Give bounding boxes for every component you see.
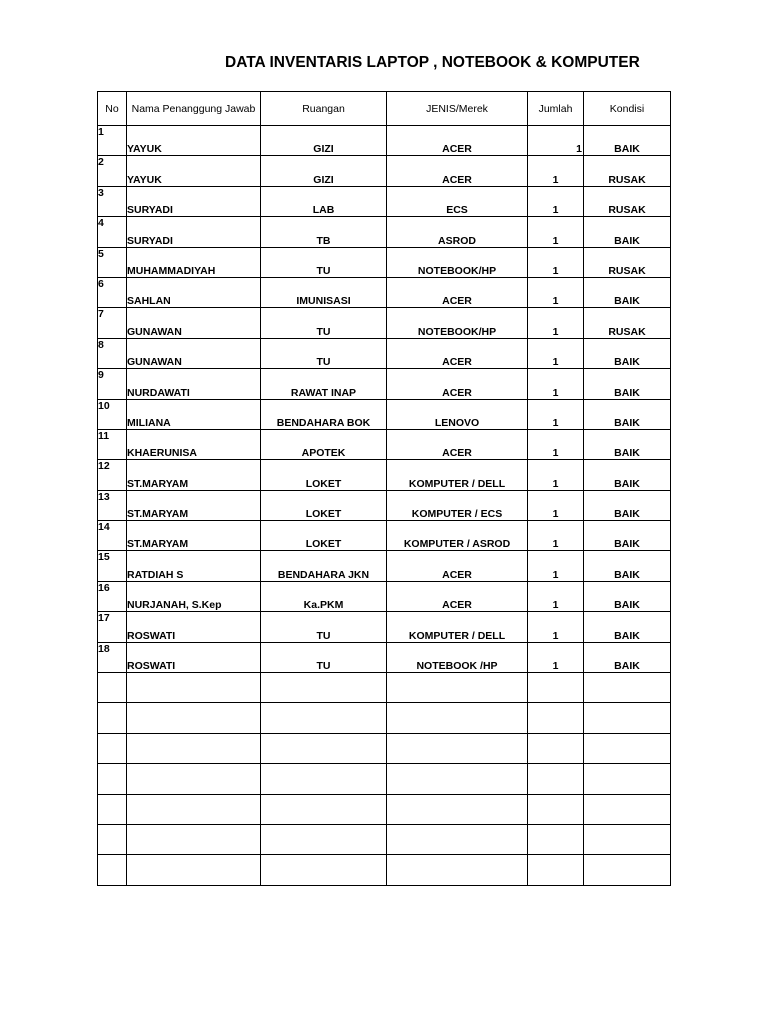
- cell-ruangan: TU: [261, 612, 387, 642]
- cell-jumlah: 1: [528, 156, 584, 186]
- empty-cell: [584, 764, 671, 794]
- cell-no: 2: [98, 156, 127, 186]
- cell-jumlah: 1: [528, 247, 584, 277]
- cell-jumlah: 1: [528, 521, 584, 551]
- table-row: [98, 490, 671, 520]
- cell-ruangan: APOTEK: [261, 429, 387, 459]
- cell-nama: MUHAMMADIYAH: [127, 247, 261, 277]
- cell-ruangan: GIZI: [261, 156, 387, 186]
- empty-cell: [528, 673, 584, 703]
- table-row: [98, 338, 671, 368]
- cell-kondisi: BAIK: [584, 369, 671, 399]
- cell-jenis: KOMPUTER / ASROD: [387, 521, 528, 551]
- cell-jumlah: 1: [528, 612, 584, 642]
- table-header-row: [98, 92, 671, 126]
- cell-nama: NURDAWATI: [127, 369, 261, 399]
- cell-kondisi: RUSAK: [584, 247, 671, 277]
- cell-ruangan: RAWAT INAP: [261, 369, 387, 399]
- cell-no: 12: [98, 460, 127, 490]
- empty-cell: [584, 855, 671, 885]
- table-row: [98, 308, 671, 338]
- cell-nama: KHAERUNISA: [127, 429, 261, 459]
- empty-cell: [387, 703, 528, 733]
- cell-nama: ST.MARYAM: [127, 490, 261, 520]
- cell-ruangan: LAB: [261, 186, 387, 216]
- cell-jenis: ACER: [387, 156, 528, 186]
- cell-ruangan: IMUNISASI: [261, 277, 387, 307]
- cell-nama: RATDIAH S: [127, 551, 261, 581]
- empty-cell: [127, 733, 261, 763]
- cell-no: 4: [98, 217, 127, 247]
- cell-kondisi: BAIK: [584, 429, 671, 459]
- empty-cell: [261, 764, 387, 794]
- empty-cell: [98, 794, 127, 824]
- cell-no: 11: [98, 429, 127, 459]
- empty-cell: [98, 824, 127, 854]
- empty-row: [98, 824, 671, 854]
- cell-jumlah: 1: [528, 338, 584, 368]
- header-nama: Nama Penanggung Jawab: [127, 92, 261, 126]
- table-row: [98, 551, 671, 581]
- cell-ruangan: TU: [261, 642, 387, 672]
- empty-cell: [127, 764, 261, 794]
- cell-jumlah: 1: [528, 551, 584, 581]
- table-row: [98, 642, 671, 672]
- cell-kondisi: BAIK: [584, 217, 671, 247]
- cell-jenis: NOTEBOOK/HP: [387, 308, 528, 338]
- cell-ruangan: LOKET: [261, 521, 387, 551]
- table-row: [98, 247, 671, 277]
- cell-nama: MILIANA: [127, 399, 261, 429]
- empty-cell: [528, 824, 584, 854]
- document-title: DATA INVENTARIS LAPTOP , NOTEBOOK & KOMPUTER: [225, 54, 640, 71]
- empty-cell: [98, 733, 127, 763]
- table-row: [98, 399, 671, 429]
- table-row: [98, 581, 671, 611]
- cell-jumlah: 1: [528, 277, 584, 307]
- cell-jumlah: 1: [528, 217, 584, 247]
- cell-ruangan: TU: [261, 308, 387, 338]
- empty-cell: [528, 703, 584, 733]
- empty-cell: [387, 855, 528, 885]
- empty-cell: [127, 855, 261, 885]
- table-row: [98, 521, 671, 551]
- inventory-table: [97, 91, 671, 886]
- empty-cell: [261, 794, 387, 824]
- cell-nama: YAYUK: [127, 126, 261, 156]
- cell-nama: NURJANAH, S.Kep: [127, 581, 261, 611]
- cell-kondisi: RUSAK: [584, 308, 671, 338]
- cell-jumlah: 1: [528, 490, 584, 520]
- cell-no: 17: [98, 612, 127, 642]
- empty-cell: [528, 855, 584, 885]
- cell-nama: SAHLAN: [127, 277, 261, 307]
- cell-no: 7: [98, 308, 127, 338]
- table-row: [98, 429, 671, 459]
- empty-row: [98, 855, 671, 885]
- table-row: [98, 369, 671, 399]
- empty-cell: [127, 824, 261, 854]
- cell-jenis: NOTEBOOK /HP: [387, 642, 528, 672]
- cell-ruangan: TB: [261, 217, 387, 247]
- cell-ruangan: GIZI: [261, 126, 387, 156]
- cell-jenis: NOTEBOOK/HP: [387, 247, 528, 277]
- empty-cell: [387, 794, 528, 824]
- empty-cell: [528, 733, 584, 763]
- cell-jumlah: 1: [528, 369, 584, 399]
- table-row: [98, 612, 671, 642]
- cell-kondisi: BAIK: [584, 642, 671, 672]
- cell-kondisi: BAIK: [584, 460, 671, 490]
- cell-jenis: ECS: [387, 186, 528, 216]
- empty-cell: [584, 703, 671, 733]
- empty-cell: [98, 855, 127, 885]
- empty-cell: [98, 703, 127, 733]
- empty-cell: [584, 733, 671, 763]
- cell-jenis: ACER: [387, 581, 528, 611]
- empty-cell: [261, 733, 387, 763]
- cell-kondisi: RUSAK: [584, 186, 671, 216]
- cell-jumlah: 1: [528, 642, 584, 672]
- cell-ruangan: TU: [261, 338, 387, 368]
- cell-no: 13: [98, 490, 127, 520]
- cell-jenis: LENOVO: [387, 399, 528, 429]
- header-kondisi: Kondisi: [584, 92, 671, 126]
- cell-jenis: ACER: [387, 277, 528, 307]
- cell-jumlah: 1: [528, 308, 584, 338]
- table-row: [98, 156, 671, 186]
- cell-nama: ROSWATI: [127, 642, 261, 672]
- empty-cell: [584, 794, 671, 824]
- cell-no: 3: [98, 186, 127, 216]
- cell-no: 16: [98, 581, 127, 611]
- cell-no: 15: [98, 551, 127, 581]
- empty-row: [98, 673, 671, 703]
- empty-cell: [584, 824, 671, 854]
- cell-no: 18: [98, 642, 127, 672]
- cell-no: 10: [98, 399, 127, 429]
- cell-nama: ST.MARYAM: [127, 521, 261, 551]
- empty-row: [98, 703, 671, 733]
- cell-ruangan: BENDAHARA JKN: [261, 551, 387, 581]
- cell-jenis: KOMPUTER / DELL: [387, 460, 528, 490]
- cell-jumlah: 1: [528, 460, 584, 490]
- cell-jenis: ACER: [387, 429, 528, 459]
- cell-kondisi: RUSAK: [584, 156, 671, 186]
- cell-no: 14: [98, 521, 127, 551]
- cell-jumlah: 1: [528, 126, 584, 156]
- table-row: [98, 460, 671, 490]
- empty-cell: [261, 673, 387, 703]
- cell-nama: ROSWATI: [127, 612, 261, 642]
- cell-jenis: KOMPUTER / ECS: [387, 490, 528, 520]
- empty-cell: [261, 855, 387, 885]
- cell-kondisi: BAIK: [584, 490, 671, 520]
- cell-kondisi: BAIK: [584, 126, 671, 156]
- cell-jenis: ACER: [387, 551, 528, 581]
- empty-cell: [98, 673, 127, 703]
- table-row: [98, 217, 671, 247]
- cell-kondisi: BAIK: [584, 521, 671, 551]
- cell-nama: SURYADI: [127, 217, 261, 247]
- cell-ruangan: LOKET: [261, 460, 387, 490]
- cell-kondisi: BAIK: [584, 277, 671, 307]
- empty-cell: [387, 764, 528, 794]
- cell-ruangan: LOKET: [261, 490, 387, 520]
- cell-jenis: KOMPUTER / DELL: [387, 612, 528, 642]
- empty-cell: [98, 764, 127, 794]
- header-jenis: JENIS/Merek: [387, 92, 528, 126]
- empty-cell: [584, 673, 671, 703]
- empty-row: [98, 764, 671, 794]
- table-row: [98, 126, 671, 156]
- cell-nama: GUNAWAN: [127, 338, 261, 368]
- empty-cell: [528, 764, 584, 794]
- cell-kondisi: BAIK: [584, 581, 671, 611]
- cell-nama: SURYADI: [127, 186, 261, 216]
- empty-row: [98, 794, 671, 824]
- cell-kondisi: BAIK: [584, 399, 671, 429]
- empty-row: [98, 733, 671, 763]
- table-row: [98, 277, 671, 307]
- cell-no: 9: [98, 369, 127, 399]
- cell-nama: YAYUK: [127, 156, 261, 186]
- table-row: [98, 186, 671, 216]
- empty-cell: [387, 824, 528, 854]
- empty-cell: [127, 794, 261, 824]
- cell-ruangan: Ka.PKM: [261, 581, 387, 611]
- cell-jenis: ASROD: [387, 217, 528, 247]
- cell-no: 6: [98, 277, 127, 307]
- empty-cell: [387, 733, 528, 763]
- header-jumlah: Jumlah: [528, 92, 584, 126]
- cell-no: 5: [98, 247, 127, 277]
- empty-cell: [261, 824, 387, 854]
- cell-kondisi: BAIK: [584, 338, 671, 368]
- cell-jumlah: 1: [528, 186, 584, 216]
- header-no: No: [98, 92, 127, 126]
- cell-nama: ST.MARYAM: [127, 460, 261, 490]
- empty-cell: [387, 673, 528, 703]
- cell-jumlah: 1: [528, 581, 584, 611]
- header-ruangan: Ruangan: [261, 92, 387, 126]
- cell-kondisi: BAIK: [584, 551, 671, 581]
- cell-ruangan: TU: [261, 247, 387, 277]
- cell-no: 1: [98, 126, 127, 156]
- cell-no: 8: [98, 338, 127, 368]
- cell-jenis: ACER: [387, 126, 528, 156]
- cell-kondisi: BAIK: [584, 612, 671, 642]
- cell-jumlah: 1: [528, 399, 584, 429]
- empty-cell: [261, 703, 387, 733]
- cell-nama: GUNAWAN: [127, 308, 261, 338]
- cell-jenis: ACER: [387, 338, 528, 368]
- cell-jenis: ACER: [387, 369, 528, 399]
- cell-jumlah: 1: [528, 429, 584, 459]
- cell-ruangan: BENDAHARA BOK: [261, 399, 387, 429]
- empty-cell: [127, 703, 261, 733]
- empty-cell: [127, 673, 261, 703]
- empty-cell: [528, 794, 584, 824]
